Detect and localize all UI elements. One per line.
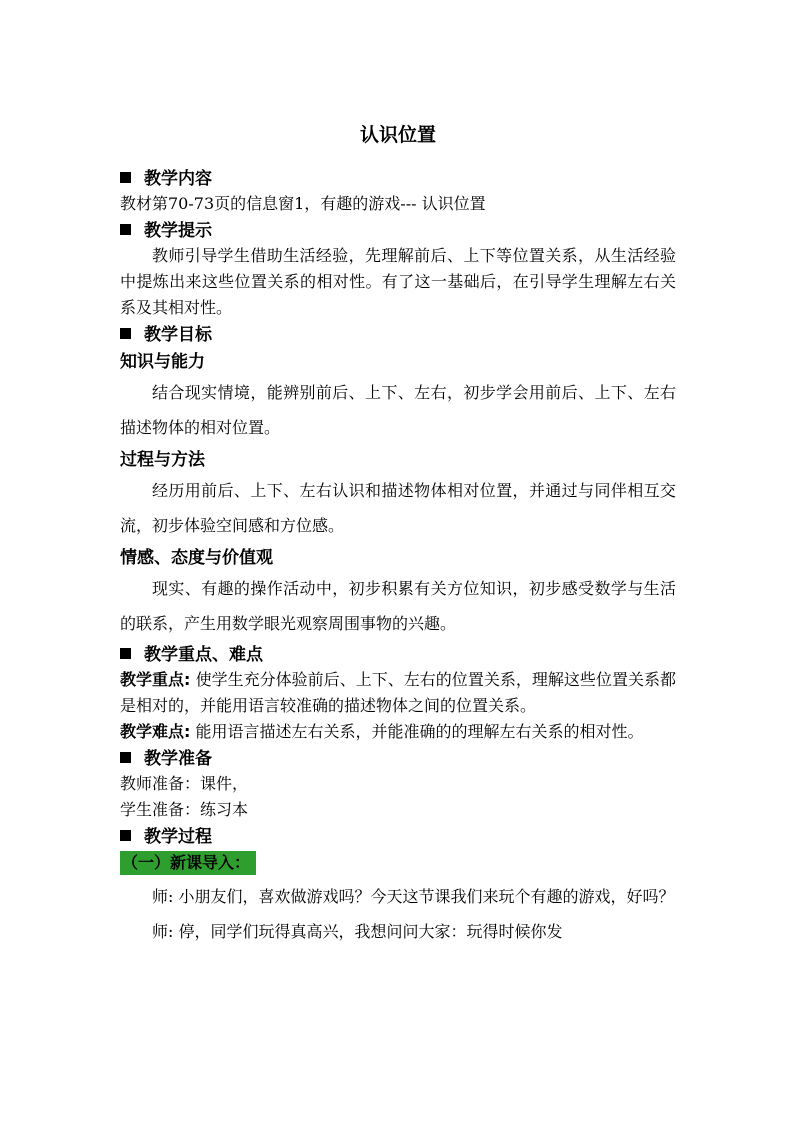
section-heading-goals: 教学目标	[120, 323, 676, 347]
square-bullet-icon	[120, 752, 131, 763]
content-text: 教材第70-73页的信息窗1，有趣的游戏--- 认识位置	[120, 194, 486, 213]
prep-teacher: 教师准备：课件，	[120, 774, 249, 793]
keypoint-focus-text: 使学生充分体验前后、上下、左右的位置关系，理解这些位置关系都是相对的，并能用语言较准确的描述物体之间的位置关系。	[120, 670, 676, 715]
procedure-para-2: 师: 停，同学们玩得真高兴，我想问问大家：玩得时候你发	[152, 922, 563, 941]
square-bullet-icon	[120, 328, 131, 339]
section-heading-tips: 教学提示	[120, 219, 676, 243]
step-intro-highlight: （一）新课导入：	[120, 851, 256, 875]
section-heading-content: 教学内容	[120, 167, 676, 191]
document-body	[120, 118, 676, 949]
square-bullet-icon	[120, 172, 131, 183]
section-heading-procedure: 教学过程	[120, 825, 676, 849]
keypoint-difficulty-label: 教学难点:	[120, 722, 191, 741]
keypoint-difficulty	[120, 719, 676, 745]
prep-student: 学生准备：练习本	[120, 800, 249, 819]
goal-attitude-text: 现实、有趣的操作活动中，初步积累有关方位知识，初步感受数学与生活的联系，产生用数学眼光观察周围事物的兴趣。	[120, 579, 676, 633]
section-heading-prep: 教学准备	[120, 747, 676, 771]
goal-process-label: 过程与方法	[120, 450, 205, 470]
square-bullet-icon	[120, 830, 131, 841]
square-bullet-icon	[120, 224, 131, 235]
goal-attitude-label: 情感、态度与价值观	[120, 548, 273, 568]
keypoint-difficulty-text: 能用语言描述左右关系，并能准确的的理解左右关系的相对性。	[190, 722, 644, 741]
section-heading-keypoints: 教学重点、难点	[120, 643, 676, 667]
procedure-para-1: 师: 小朋友们，喜欢做游戏吗？今天这节课我们来玩个有趣的游戏，好吗？	[152, 887, 675, 906]
page-title: 认识位置	[359, 124, 436, 146]
goal-process-text: 经历用前后、上下、左右认识和描述物体相对位置，并通过与同伴相互交流，初步体验空间感和方位感。	[120, 481, 676, 535]
keypoint-focus-label: 教学重点:	[120, 670, 191, 689]
square-bullet-icon	[120, 648, 131, 659]
tips-text: 教师引导学生借助生活经验，先理解前后、上下等位置关系，从生活经验中提炼出来这些位置关系的相对性。有了这一基础后，在引导学生理解左右关系及其相对性。	[120, 246, 676, 317]
keypoint-focus	[120, 667, 676, 719]
goal-knowledge-text: 结合现实情境，能辨别前后、上下、左右，初步学会用前后、上下、左右描述物体的相对位置。	[120, 383, 676, 437]
goal-knowledge-label: 知识与能力	[120, 352, 205, 372]
